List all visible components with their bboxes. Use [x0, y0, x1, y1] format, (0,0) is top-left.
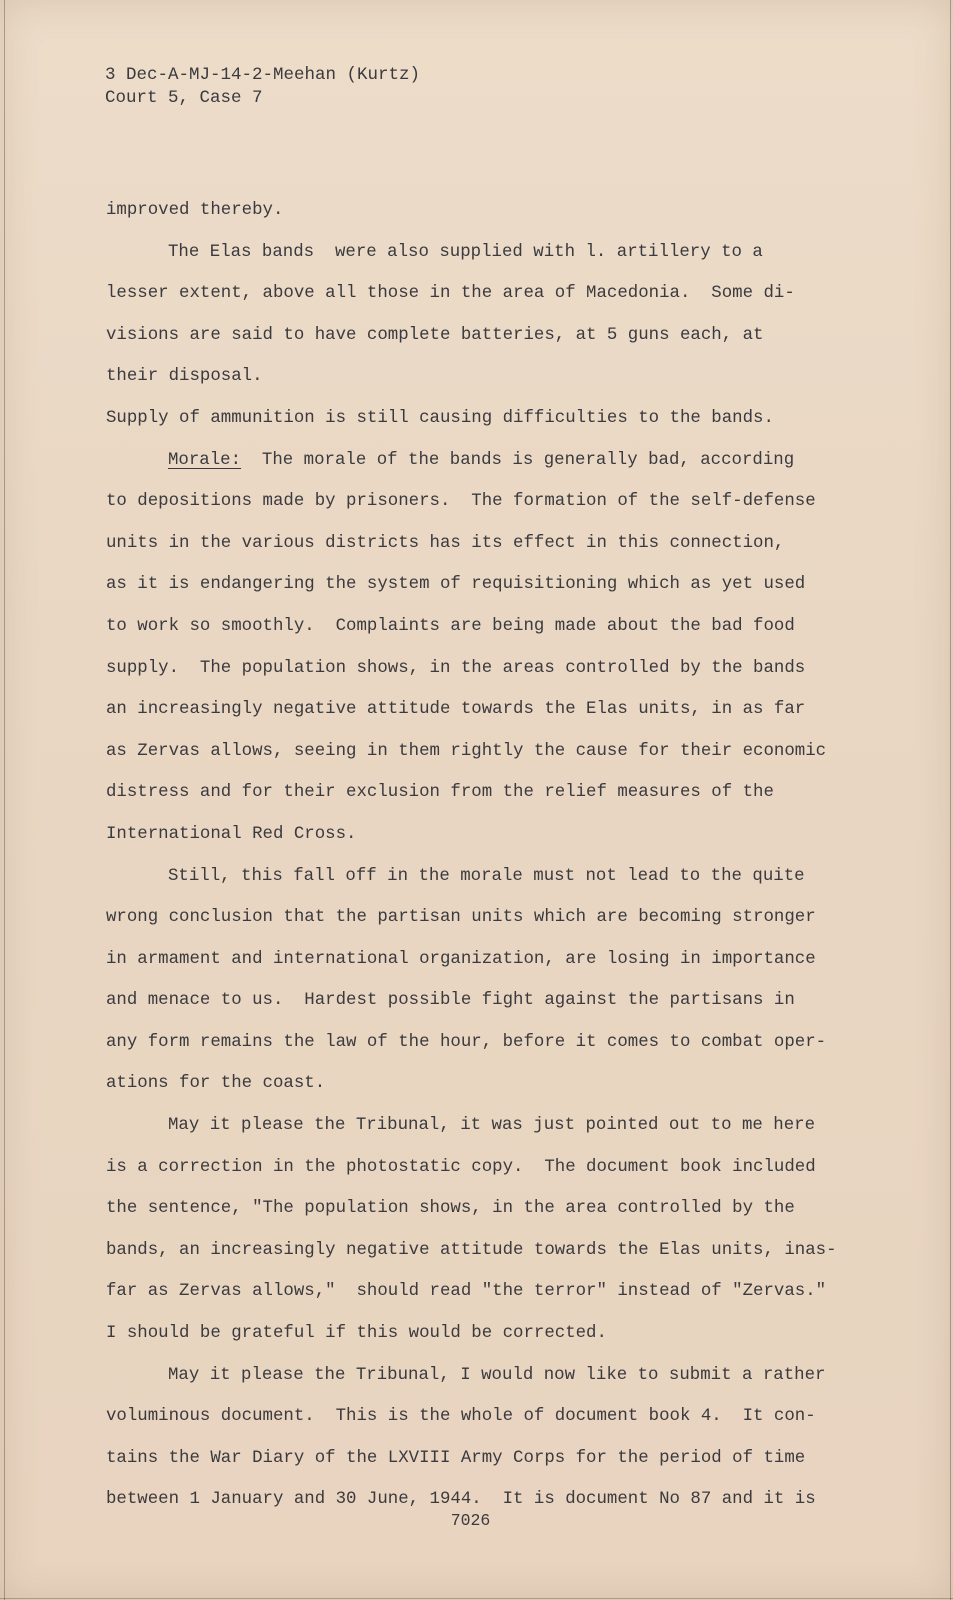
text-line-content: any form remains the law of the hour, before it comes to combat oper-	[106, 1032, 827, 1052]
text-line-content: between 1 January and 30 June, 1944. It is document No 87 and it is	[106, 1490, 816, 1510]
text-line	[106, 356, 826, 398]
text-line-content: and menace to us. Hardest possible fight against the partisans in	[106, 991, 795, 1011]
text-line	[106, 606, 826, 648]
text-line-content: May it please the Tribunal, I would now like to submit a rather	[168, 1365, 826, 1385]
text-line	[106, 315, 826, 357]
transcript-body	[106, 190, 837, 1521]
text-line	[106, 1188, 826, 1230]
text-line-content: supply. The population shows, in the areas controlled by the bands	[106, 658, 806, 678]
text-line-content: tains the War Diary of the LXVIII Army Corps for the period of time	[106, 1448, 806, 1468]
header-court-case: Court 5, Case 7	[105, 88, 263, 108]
text-line	[106, 190, 826, 232]
text-line-content: bands, an increasingly negative attitude towards the Elas units, inas-	[106, 1240, 837, 1260]
text-line	[106, 1438, 826, 1480]
text-line-content: distress and for their exclusion from the relief measures of the	[106, 783, 774, 803]
text-line-content: lesser extent, above all those in the area of Macedonia. Some di-	[106, 284, 795, 304]
text-line-content: The morale of the bands is generally bad, according	[241, 450, 795, 470]
text-line-content: is a correction in the photostatic copy. The document book included	[106, 1157, 816, 1177]
text-line	[106, 1313, 826, 1355]
text-line	[106, 481, 826, 523]
page-bottom-edge	[0, 1598, 953, 1599]
text-line-content: in armament and international organization, are losing in importance	[106, 949, 816, 969]
document-header	[105, 64, 420, 110]
page-right-edge	[950, 0, 951, 1600]
text-line	[106, 897, 826, 939]
text-line	[106, 1396, 826, 1438]
text-line	[106, 564, 826, 606]
text-line-content: far as Zervas allows," should read "the terror" instead of "Zervas."	[106, 1282, 827, 1302]
text-line	[106, 1271, 826, 1313]
text-line	[106, 523, 826, 565]
text-line	[106, 1147, 826, 1189]
text-line	[106, 939, 826, 981]
text-line	[106, 731, 826, 773]
text-line-content: an increasingly negative attitude towards the Elas units, in as far	[106, 700, 806, 720]
text-line-content: to work so smoothly. Complaints are being made about the bad food	[106, 616, 795, 636]
text-line	[106, 398, 826, 440]
text-line-content: voluminous document. This is the whole of document book 4. It con-	[106, 1407, 816, 1427]
text-line	[106, 1063, 826, 1105]
text-line-content: units in the various districts has its effect in this connection,	[106, 533, 785, 553]
text-line-content: wrong conclusion that the partisan units which are becoming stronger	[106, 908, 816, 928]
text-line	[106, 1105, 826, 1147]
text-line-content: the sentence, "The population shows, in the area controlled by the	[106, 1199, 795, 1219]
page-left-edge	[4, 0, 5, 1600]
text-line-content: I should be grateful if this would be corrected.	[106, 1324, 607, 1344]
text-line	[106, 273, 826, 315]
text-line	[106, 1355, 826, 1397]
text-line	[106, 648, 826, 690]
text-line-content: to depositions made by prisoners. The formation of the self-defense	[106, 492, 816, 512]
page-number: 7026	[450, 1511, 491, 1530]
text-line	[106, 856, 826, 898]
text-line	[106, 232, 826, 274]
text-line-content: improved thereby.	[106, 201, 284, 220]
text-line-content: The Elas bands were also supplied with l. artillery to a	[168, 242, 763, 262]
text-line-content: Still, this fall off in the morale must not lead to the quite	[168, 866, 805, 886]
text-line-content: International Red Cross.	[106, 824, 357, 844]
text-line	[106, 1230, 837, 1272]
text-line-content: visions are said to have complete batteries, at 5 guns each, at	[106, 325, 764, 345]
text-line-content: ations for the coast.	[106, 1074, 326, 1094]
text-line-content: as it is endangering the system of requisitioning which as yet used	[106, 575, 806, 595]
text-line-content: their disposal.	[106, 367, 263, 387]
text-line-content: Supply of ammunition is still causing difficulties to the bands.	[106, 408, 774, 428]
text-line	[106, 1022, 826, 1064]
text-line-content: May it please the Tribunal, it was just pointed out to me here	[168, 1116, 816, 1136]
text-line	[106, 440, 826, 482]
text-line	[106, 689, 826, 731]
text-line	[106, 814, 826, 856]
text-line	[106, 772, 826, 814]
header-reference: 3 Dec-A-MJ-14-2-Meehan (Kurtz)	[105, 65, 421, 85]
text-line	[106, 980, 826, 1022]
text-line-content: as Zervas allows, seeing in them rightly the cause for their economic	[106, 741, 827, 761]
section-label-morale: Morale:	[168, 450, 242, 470]
